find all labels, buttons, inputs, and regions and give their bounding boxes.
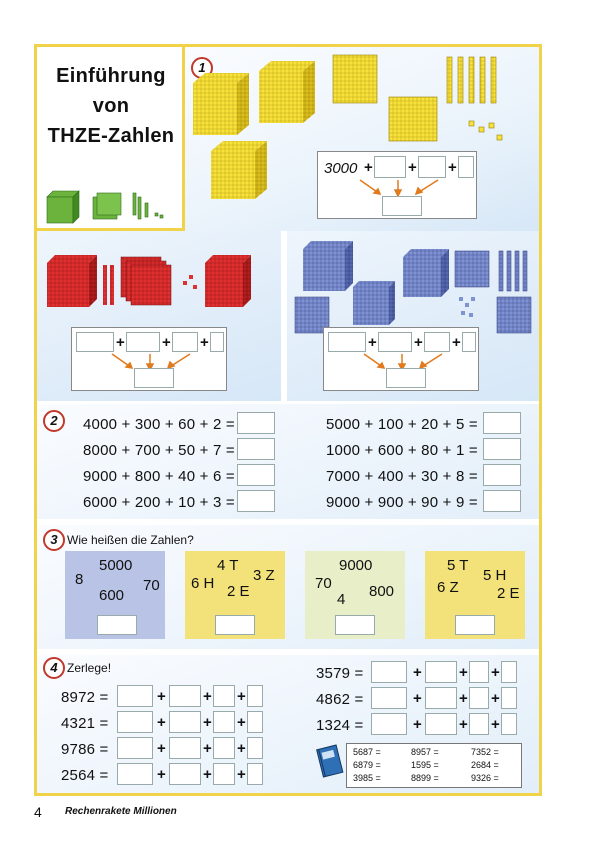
answer-box[interactable] [425,661,457,683]
answer-box[interactable] [97,615,137,635]
plus-sign: + [459,690,468,707]
card-value: 5 H [483,567,507,584]
answer-box[interactable] [458,156,474,178]
answer-box[interactable] [501,713,517,735]
card-value: 800 [369,583,395,600]
equation-left-1: 4000 + 300 + 60 + 2 = [83,416,235,433]
card-value: 5000 [99,557,133,574]
answer-box[interactable] [117,763,153,785]
plus-sign: + [237,714,246,731]
answer-box[interactable] [469,687,489,709]
decompose-left-4: 2564 = [61,767,109,784]
plus-sign: + [413,716,422,733]
plus-sign: + [364,159,373,176]
red-blocks-illustration [47,251,267,331]
decompose-right-1: 3579 = [316,665,364,682]
answer-box[interactable] [117,685,153,707]
number-card-2 [185,551,285,639]
decompose-left-1: 8972 = [61,689,109,706]
page-title: Einführung von THZE-Zahlen [47,65,175,147]
card-value: 4 T [217,557,239,574]
answer-box[interactable] [483,464,521,486]
answer-box[interactable] [213,763,235,785]
answer-box[interactable] [237,490,275,512]
equation-right-3: 7000 + 400 + 30 + 8 = [326,468,478,485]
answer-box[interactable] [215,615,255,635]
plus-sign: + [237,688,246,705]
answer-box[interactable] [117,737,153,759]
answer-box[interactable] [501,661,517,683]
decompose-row [117,763,267,785]
answer-box[interactable] [371,661,407,683]
extra-task: 1595 = [411,760,439,770]
answer-box[interactable] [247,763,263,785]
decompose-left-3: 9786 = [61,741,109,758]
equation-right-2: 1000 + 600 + 80 + 1 = [326,442,478,459]
answer-box[interactable] [455,615,495,635]
plus-sign: + [237,766,246,783]
plus-sign: + [459,664,468,681]
title-box [37,47,185,231]
decompose-left-2: 4321 = [61,715,109,732]
instruction-text: Zerlege! [67,661,112,675]
decompose-row [371,713,521,735]
answer-box[interactable] [237,438,275,460]
extra-task: 9326 = [471,773,499,783]
number-card-1 [65,551,165,639]
plus-sign: + [414,334,423,351]
plus-sign: + [452,334,461,351]
decompose-row [117,685,267,707]
blue-blocks-illustration [293,239,533,339]
answer-box[interactable] [371,687,407,709]
plus-sign: + [459,716,468,733]
answer-box[interactable] [117,711,153,733]
plus-sign: + [157,714,166,731]
extra-task: 3985 = [353,773,381,783]
equation-left-3: 9000 + 800 + 40 + 6 = [83,468,235,485]
answer-box[interactable] [126,332,160,352]
plus-sign: + [162,334,171,351]
section-3 [37,522,539,649]
answer-box[interactable] [237,464,275,486]
answer-box[interactable] [483,490,521,512]
book-title: Rechenrakete Millionen [65,806,177,817]
result-box[interactable] [386,368,426,388]
plus-sign: + [448,159,457,176]
decomposition-box-blue [323,327,479,391]
decompose-row [371,687,521,709]
equation-left-4: 6000 + 200 + 10 + 3 = [83,494,235,511]
plus-sign: + [491,690,500,707]
plus-sign: + [413,664,422,681]
card-value: 70 [143,577,160,594]
plus-sign: + [157,766,166,783]
answer-box[interactable] [418,156,446,178]
extra-task: 8899 = [411,773,439,783]
result-box[interactable] [134,368,174,388]
answer-box[interactable] [213,685,235,707]
answer-box[interactable] [483,438,521,460]
number-card-4 [425,551,525,639]
answer-box[interactable] [425,713,457,735]
plus-sign: + [200,334,209,351]
number-card-3 [305,551,405,639]
answer-box[interactable] [425,687,457,709]
plus-sign: + [203,714,212,731]
plus-sign: + [491,716,500,733]
plus-sign: + [157,740,166,757]
task-number-3: 3 [43,529,65,551]
answer-box[interactable] [371,713,407,735]
answer-box[interactable] [169,711,201,733]
answer-box[interactable] [213,737,235,759]
section-1 [185,47,539,231]
equation-right-1: 5000 + 100 + 20 + 5 = [326,416,478,433]
green-blocks-illustration [45,187,175,227]
start-value: 3000 [324,160,358,177]
decompose-right-2: 4862 = [316,691,364,708]
section-1-red [37,231,284,401]
answer-box[interactable] [374,156,406,178]
task-number-1: 1 [191,57,213,79]
answer-box[interactable] [469,661,489,683]
card-value: 70 [315,575,332,592]
card-value: 2 E [497,585,520,602]
plus-sign: + [203,688,212,705]
decompose-row [117,711,267,733]
decompose-row [117,737,267,759]
equation-right-4: 9000 + 900 + 90 + 9 = [326,494,478,511]
card-value: 8 [75,571,84,588]
answer-box[interactable] [76,332,114,352]
decomposition-box-red [71,327,227,391]
plus-sign: + [408,159,417,176]
answer-box[interactable] [501,687,517,709]
card-value: 5 T [447,557,469,574]
page-number: 4 [34,804,42,820]
answer-box[interactable] [247,711,263,733]
answer-box[interactable] [237,412,275,434]
answer-box[interactable] [469,713,489,735]
answer-box[interactable] [247,737,263,759]
plus-sign: + [413,690,422,707]
card-value: 600 [99,587,125,604]
task-number-4: 4 [43,657,65,679]
notebook-icon [317,745,343,779]
extra-task: 5687 = [353,747,381,757]
answer-box[interactable] [210,332,224,352]
section-1-blue [287,231,539,401]
plus-sign: + [237,740,246,757]
answer-box[interactable] [378,332,412,352]
plus-sign: + [116,334,125,351]
answer-box[interactable] [483,412,521,434]
answer-box[interactable] [424,332,450,352]
section-2 [37,401,539,519]
answer-box[interactable] [335,615,375,635]
card-value: 6 Z [437,579,459,596]
decomposition-box-1 [317,151,477,219]
plus-sign: + [491,664,500,681]
card-value: 2 E [227,583,250,600]
extra-task: 8957 = [411,747,439,757]
instruction-text: Wie heißen die Zahlen? [67,533,194,547]
equation-left-2: 8000 + 700 + 50 + 7 = [83,442,235,459]
result-box[interactable] [382,196,422,216]
answer-box[interactable] [213,711,235,733]
plus-sign: + [157,688,166,705]
card-value: 3 Z [253,567,275,584]
answer-box[interactable] [169,685,201,707]
answer-box[interactable] [247,685,263,707]
extra-tasks-table [346,743,522,788]
decompose-row [371,661,521,683]
card-value: 9000 [339,557,373,574]
plus-sign: + [203,766,212,783]
plus-sign: + [368,334,377,351]
answer-box[interactable] [169,763,201,785]
extra-task: 2684 = [471,760,499,770]
card-value: 4 [337,591,346,608]
answer-box[interactable] [169,737,201,759]
decompose-right-3: 1324 = [316,717,364,734]
answer-box[interactable] [328,332,366,352]
extra-task: 7352 = [471,747,499,757]
answer-box[interactable] [172,332,198,352]
card-value: 6 H [191,575,215,592]
task-number-2: 2 [43,410,65,432]
answer-box[interactable] [462,332,476,352]
plus-sign: + [203,740,212,757]
extra-task: 6879 = [353,760,381,770]
arrows [358,178,448,198]
